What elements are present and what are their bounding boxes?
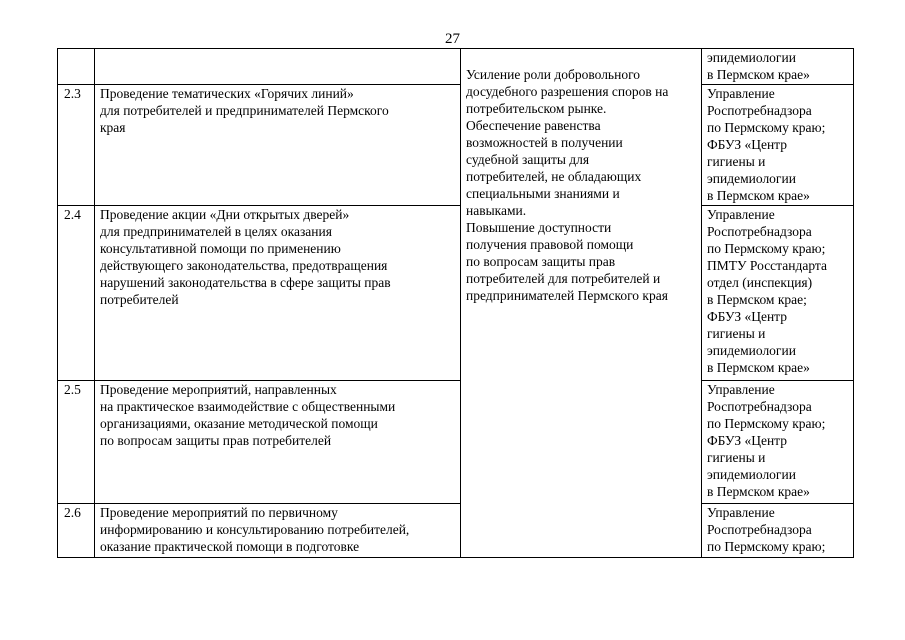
activity-cell <box>95 49 461 85</box>
executor-cell: Управление Роспотребнадзора по Пермскому краю; ФБУЗ «Центр гигиены и эпидемиологии в Пермском крае» <box>702 85 854 206</box>
executor-cell: Управление Роспотребнадзора по Пермскому краю; <box>702 504 854 558</box>
table-row <box>58 206 854 381</box>
measures-table <box>57 48 854 558</box>
activity-cell: Проведение акции «Дни открытых дверей» для предпринимателей в целях оказания консультативной помощи по применению действующего законодательства, предотвращения нарушений законодательства в сфере защиты прав потребителей <box>95 206 461 381</box>
table-row <box>58 85 854 206</box>
executor-cell: Управление Роспотребнадзора по Пермскому краю; ФБУЗ «Центр гигиены и эпидемиологии в Пермском крае» <box>702 381 854 504</box>
table-row <box>58 381 854 504</box>
row-number: 2.4 <box>58 206 95 381</box>
row-number: 2.6 <box>58 504 95 558</box>
table-row <box>58 504 854 558</box>
activity-cell: Проведение мероприятий по первичному информированию и консультированию потребителей, оказание практической помощи в подготовке <box>95 504 461 558</box>
row-number: 2.3 <box>58 85 95 206</box>
executor-cell: Управление Роспотребнадзора по Пермскому краю; ПМТУ Росстандарта отдел (инспекция) в Пермском крае; ФБУЗ «Центр гигиены и эпидемиологии в Пермском крае» <box>702 206 854 381</box>
row-number <box>58 49 95 85</box>
page-number: 27 <box>445 31 460 47</box>
activity-cell: Проведение тематических «Горячих линий» для потребителей и предпринимателей Пермского края <box>95 85 461 206</box>
expected-result-cell <box>461 49 702 558</box>
row-number: 2.5 <box>58 381 95 504</box>
activity-cell: Проведение мероприятий, направленных на практическое взаимодействие с общественными организациями, оказание методической помощи по вопросам защиты прав потребителей <box>95 381 461 504</box>
expected-result-text: Усиление роли добровольного досудебного разрешения споров на потребительском рынке. Обеспечение равенства возможностей в получении судебной защиты для потребителей, не обладающих специальными знаниями и навыками. Повышение доступности получения правовой помощи по вопросам защиты прав потребителей для потребителей и предпринимателей Пермского края <box>466 67 669 303</box>
executor-cell: эпидемиологии в Пермском крае» <box>702 49 854 85</box>
table-row <box>58 49 854 85</box>
